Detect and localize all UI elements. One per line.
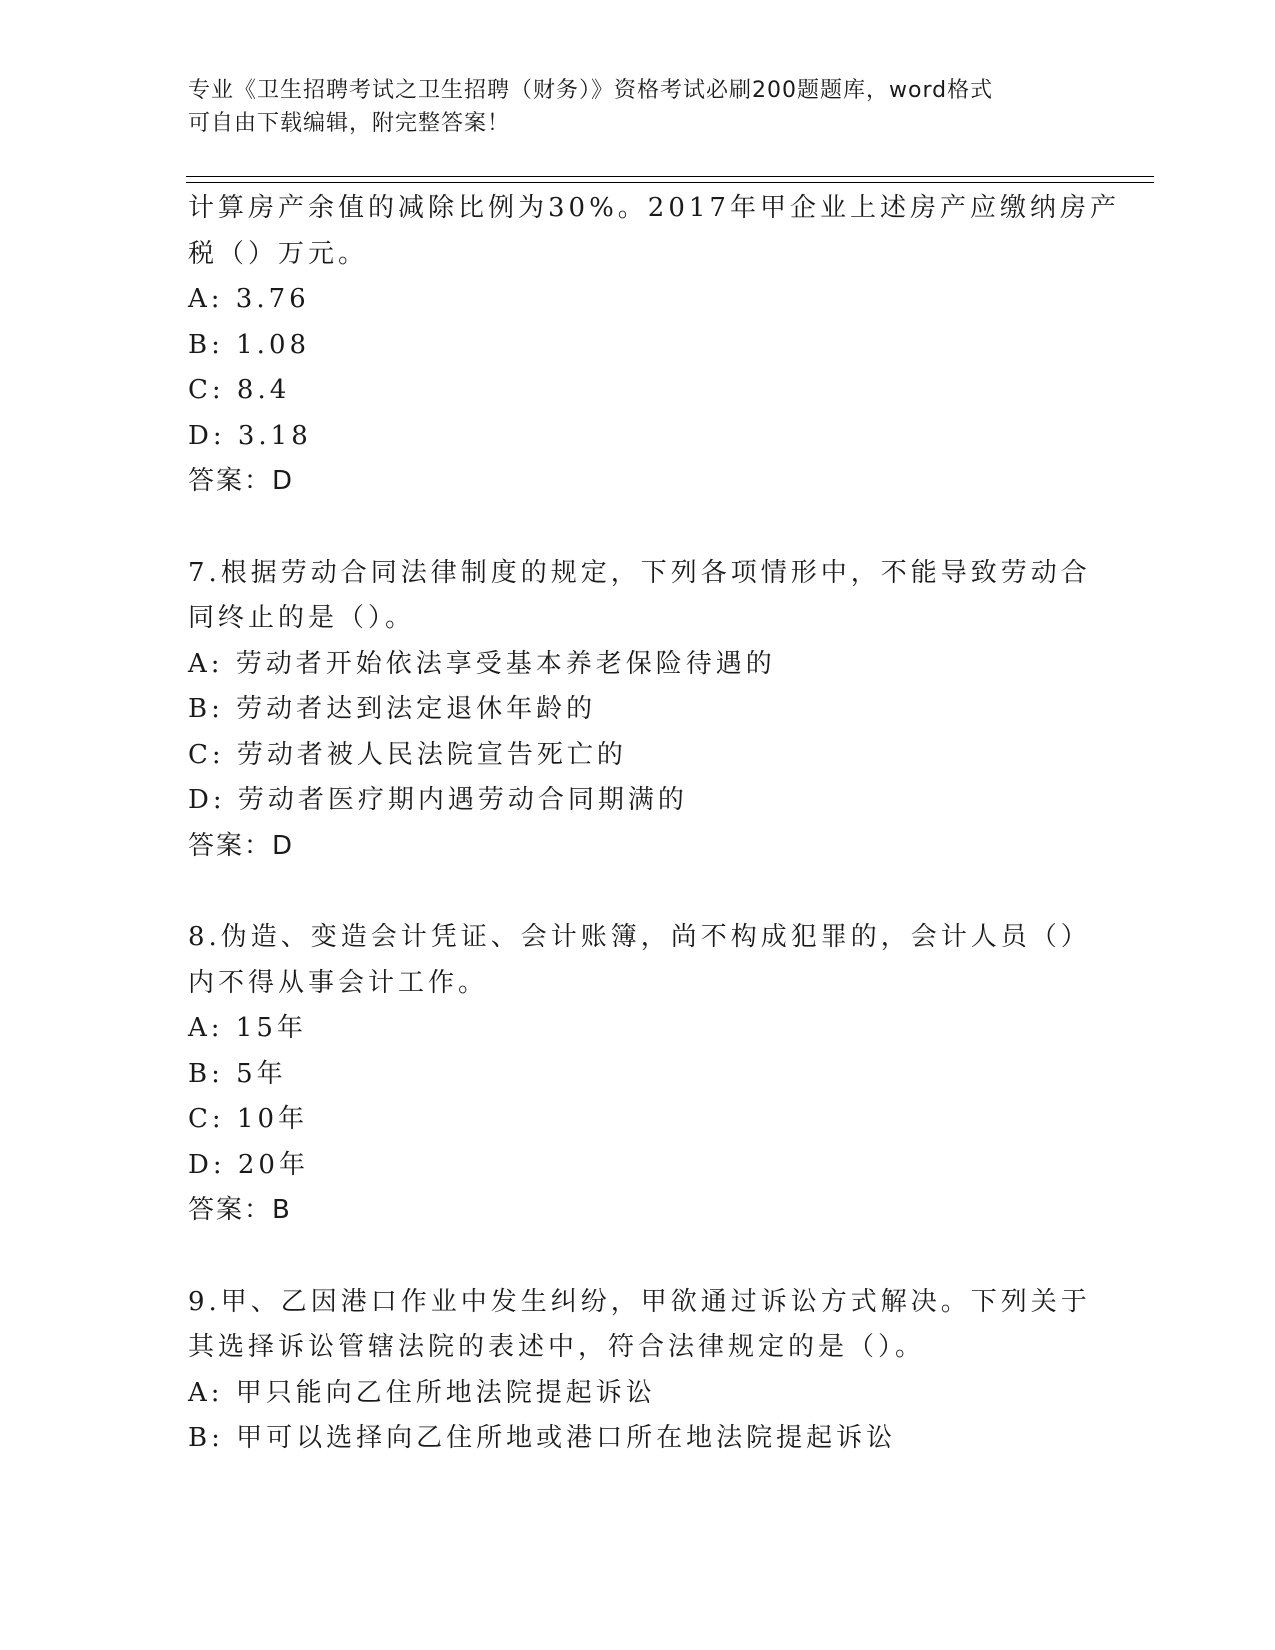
question-stem-line: 同终止的是（）。 [188, 603, 416, 633]
option-d: D: 20年 [188, 1149, 309, 1180]
question-content [188, 186, 1120, 1462]
question-stem-line: 8.伪造、变造会计凭证、会计账簿，尚不构成犯罪的，会计人员（） [188, 922, 1091, 952]
option-d: D: 劳动者医疗期内遇劳动合同期满的 [188, 785, 688, 815]
option-b: B: 劳动者达到法定退休年龄的 [188, 694, 597, 724]
option-b: B: 1.08 [188, 329, 311, 360]
question-7 [188, 551, 1091, 870]
option-a: A: 甲只能向乙住所地法院提起诉讼 [188, 1377, 656, 1408]
header-divider-bottom [186, 182, 1154, 183]
question-stem-line: 税（）万元。 [188, 238, 369, 269]
spacer [188, 869, 1088, 915]
spacer [188, 1234, 1088, 1280]
option-d: D: 3.18 [188, 420, 312, 451]
option-a: A: 3.76 [188, 284, 310, 314]
option-a: A: 劳动者开始依法享受基本养老保险待遇的 [188, 648, 776, 679]
option-c: C: 劳动者被人民法院宣告死亡的 [188, 739, 627, 770]
option-c: C: 8.4 [188, 375, 291, 405]
question-9 [188, 1280, 1091, 1462]
document-header [188, 74, 1088, 140]
option-a: A: 15年 [188, 1013, 307, 1043]
header-divider-top [186, 176, 1154, 177]
question-continuation [188, 186, 1120, 505]
question-8 [188, 915, 1091, 1234]
answer-line: 答案：D [188, 466, 295, 496]
option-b: B: 5年 [188, 1058, 287, 1089]
question-stem-line: 内不得从事会计工作。 [188, 967, 489, 998]
question-stem-line: 9.甲、乙因港口作业中发生纠纷，甲欲通过诉讼方式解决。下列关于 [188, 1286, 1091, 1317]
spacer [188, 505, 1088, 551]
question-stem-line: 其选择诉讼管辖法院的表述中，符合法律规定的是（）。 [188, 1332, 926, 1362]
question-stem-line: 7.根据劳动合同法律制度的规定，下列各项情形中，不能导致劳动合 [188, 557, 1091, 588]
header-line-2: 可自由下载编辑，附完整答案！ [188, 111, 511, 136]
answer-line: 答案：D [188, 830, 295, 861]
answer-line: 答案：B [188, 1195, 292, 1225]
header-line-1: 专业《卫生招聘考试之卫生招聘（财务）》资格考试必刷200题题库，word格式 [188, 78, 994, 103]
option-c: C: 10年 [188, 1104, 309, 1134]
question-stem-line: 计算房产余值的减除比例为30%。2017年甲企业上述房产应缴纳房产 [188, 193, 1120, 223]
option-b: B: 甲可以选择向乙住所地或港口所在地法院提起诉讼 [188, 1423, 897, 1453]
